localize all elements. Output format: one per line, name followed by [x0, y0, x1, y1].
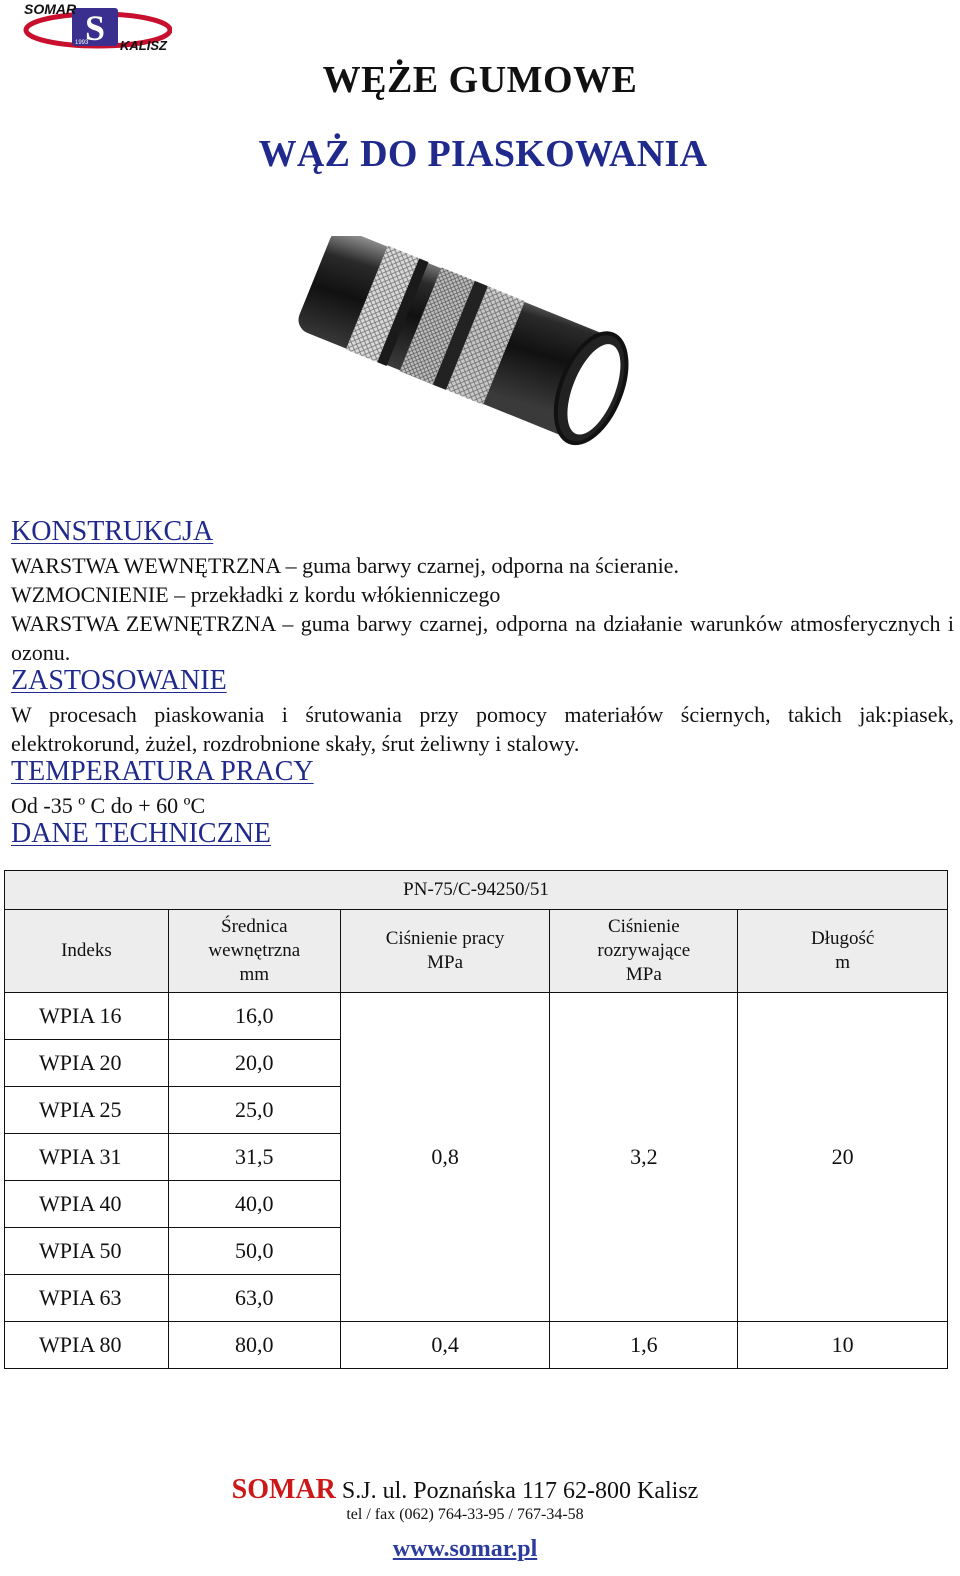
konstrukcja-line-2: WZMOCNIENIE – przekładki z kordu włókienniczego — [11, 582, 501, 607]
header-srednica: Średnica wewnętrzna mm — [168, 910, 340, 993]
header-row — [5, 910, 948, 993]
cell-index: WPIA 50 — [5, 1228, 169, 1275]
konstrukcja-line-1: WARSTWA WEWNĘTRZNA – guma barwy czarnej, odporna na ścieranie. — [11, 553, 679, 578]
footer-brand: SOMAR — [231, 1474, 336, 1505]
cell-index: WPIA 40 — [5, 1181, 169, 1228]
norm-cell: PN-75/C-94250/51 — [5, 871, 948, 910]
footer-website-link[interactable]: www.somar.pl — [392, 1536, 538, 1562]
norm-row — [5, 871, 948, 910]
table-row — [5, 993, 948, 1040]
cell-diameter: 80,0 — [168, 1322, 340, 1369]
header-dlugosc: Długość m — [738, 910, 948, 993]
logo-top-text: SOMAR — [24, 2, 77, 17]
heading-dane-techniczne: DANE TECHNICZNE — [11, 818, 272, 849]
cell-diameter: 25,0 — [168, 1087, 340, 1134]
cell-diameter: 20,0 — [168, 1040, 340, 1087]
heading-temperatura: TEMPERATURA PRACY — [11, 756, 314, 787]
cell-length-group: 20 — [738, 993, 948, 1322]
cell-index: WPIA 25 — [5, 1087, 169, 1134]
cell-burst-pressure-group: 3,2 — [550, 993, 738, 1322]
zastosowanie-text: W procesach piaskowania i śrutowania przy pomocy materiałów ściernych, takich jak:piasek, elektrokorund, żużel, rozdrobnione skały, śrut żeliwny i stalowy. — [11, 702, 954, 756]
heading-konstrukcja: KONSTRUKCJA — [11, 516, 214, 547]
cell-index: WPIA 31 — [5, 1134, 169, 1181]
cell-index: WPIA 80 — [5, 1322, 169, 1369]
header-indeks: Indeks — [5, 910, 169, 993]
cell-diameter: 63,0 — [168, 1275, 340, 1322]
logo-emblem-letter: S — [84, 8, 106, 48]
heading-zastosowanie: ZASTOSOWANIE — [11, 665, 227, 696]
header-cisnienie-rozrywajace: Ciśnienie rozrywające MPa — [550, 910, 738, 993]
footer-address: S.J. ul. Poznańska 117 62-800 Kalisz — [335, 1478, 699, 1504]
cell-working-pressure-group: 0,8 — [340, 993, 550, 1322]
cell-diameter: 31,5 — [168, 1134, 340, 1181]
cell-length: 10 — [738, 1322, 948, 1369]
cell-diameter: 16,0 — [168, 993, 340, 1040]
rubber-hose-illustration — [298, 236, 644, 450]
footer-phone: tel / fax (062) 764-33-95 / 767-34-58 — [346, 1506, 584, 1523]
somar-kalisz-logo — [20, 2, 172, 54]
page-title: WĘŻE GUMOWE — [322, 59, 638, 101]
cell-working-pressure: 0,4 — [340, 1322, 550, 1369]
spec-table — [4, 870, 948, 1369]
table-row — [5, 1322, 948, 1369]
footer-website-line — [0, 1536, 930, 1563]
cell-index: WPIA 16 — [5, 993, 169, 1040]
cell-diameter: 50,0 — [168, 1228, 340, 1275]
footer-address-line — [0, 1474, 930, 1506]
cell-index: WPIA 20 — [5, 1040, 169, 1087]
logo-bottom-text: KALISZ — [120, 38, 167, 53]
page-subtitle: WĄŻ DO PIASKOWANIA — [258, 133, 708, 175]
konstrukcja-line-3: WARSTWA ZEWNĘTRZNA – guma barwy czarnej, odporna na działanie warunków atmosferycznych i ozonu. — [11, 611, 954, 665]
cell-index: WPIA 63 — [5, 1275, 169, 1322]
cell-burst-pressure: 1,6 — [550, 1322, 738, 1369]
logo-year: 1993 — [75, 40, 89, 46]
cell-diameter: 40,0 — [168, 1181, 340, 1228]
temperatura-text: Od -35 º C do + 60 ºC — [11, 793, 206, 818]
header-cisnienie-pracy: Ciśnienie pracy MPa — [340, 910, 550, 993]
